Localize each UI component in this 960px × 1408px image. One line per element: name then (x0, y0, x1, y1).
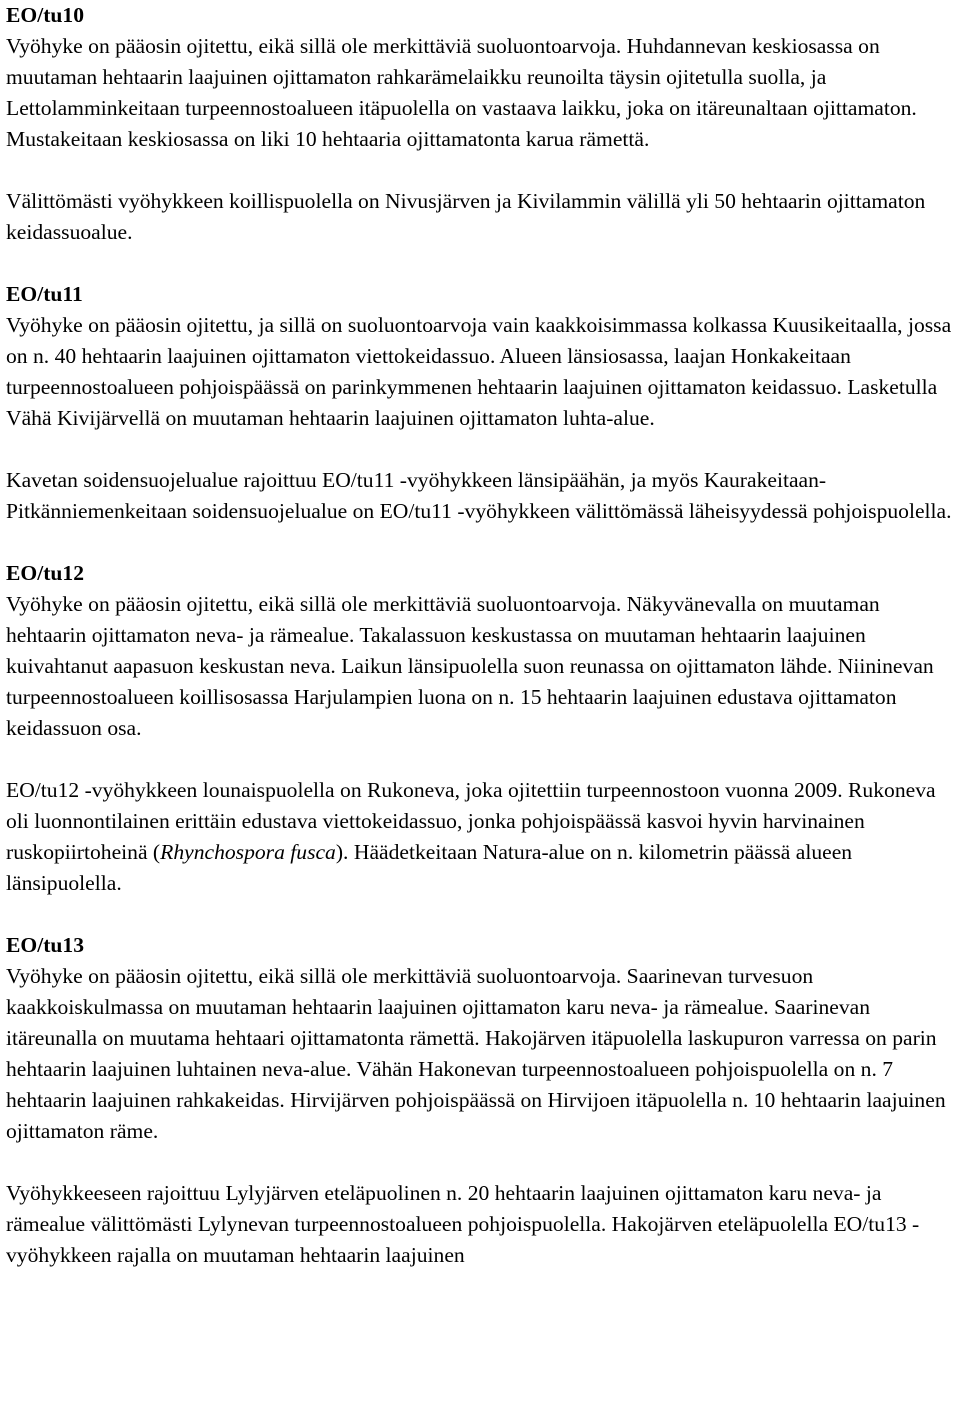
paragraph: Vyöhyke on pääosin ojitettu, eikä sillä ole merkittäviä suoluontoarvoja. Saarinevan turvesuon kaakkoiskulmassa on muutaman hehtaarin laajuinen ojittamaton karu neva- ja rämealue. Saarinevan itäreunalla on muutama hehtaari ojittamatonta rämettä. Hakojärven itäpuolella laskupuron varressa on parin hehtaarin laajuinen luhtainen neva-alue. Vähän Hakonevan turpeennostoalueen pohjoispuolella on n. 7 hehtaarin laajuinen rahkakeidas. Hirvijärven pohjoispäässä on Hirvijoen itäpuolella n. 10 hehtaarin laajuinen ojittamaton räme. (6, 964, 946, 1143)
section-heading: EO/tu12 (6, 561, 84, 585)
section-heading: EO/tu11 (6, 282, 83, 306)
section-eo-tu12 (6, 558, 954, 899)
paragraph-with-species (6, 775, 954, 899)
paragraph: Vyöhyke on pääosin ojitettu, ja sillä on suoluontoarvoja vain kaakkoisimmassa kolkassa Kuusikeitaalla, jossa on n. 40 hehtaarin laajuinen ojittamaton viettokeidassuo. Alueen länsiosassa, laajan Honkakeitaan turpeennostoalueen pohjoispäässä on parinkymmenen hehtaarin laajuinen ojittamaton keidassuo. Lasketulla Vähä Kivijärvellä on muutaman hehtaarin laajuinen ojittamaton luhta-alue. (6, 313, 952, 430)
section-eo-tu10 (6, 0, 954, 248)
paragraph-text-after: ). Häädetkeitaan Natura-alue on n. kilometrin päässä alueen länsipuolella. (6, 840, 853, 895)
section-eo-tu11 (6, 279, 954, 527)
paragraph: Välittömästi vyöhykkeen koillispuolella on Nivusjärven ja Kivilammin välillä yli 50 hehtaarin ojittamaton keidassuoalue. (6, 189, 926, 244)
section-eo-tu13 (6, 930, 954, 1271)
paragraph: Vyöhyke on pääosin ojitettu, eikä sillä ole merkittäviä suoluontoarvoja. Huhdannevan keskiosassa on muutaman hehtaarin laajuinen ojittamaton rahkarämelaikku reunoilta täysin ojitetulla suolla, ja Lettolamminkeitaan turpeennostoalueen itäpuolella on vastaava laikku, joka on itäreunaltaan ojittamaton. Mustakeitaan keskiosassa on liki 10 hehtaaria ojittamatonta karua rämettä. (6, 34, 917, 151)
paragraph-text-before: EO/tu12 -vyöhykkeen lounaispuolella on Rukoneva, joka ojitettiin turpeennostoon vuonna 2009. Rukoneva oli luonnontilainen erittäin edustava viettokeidassuo, jonka pohjoispäässä kasvoi hyvin harvinainen ruskopiirtoheinä ( (6, 778, 936, 864)
paragraph: Vyöhykkeeseen rajoittuu Lylyjärven eteläpuolinen n. 20 hehtaarin laajuinen ojittamaton karu neva- ja rämealue välittömästi Lylynevan turpeennostoalueen pohjoispuolella. Hakojärven eteläpuolella EO/tu13 -vyöhykkeen rajalla on muutaman hehtaarin laajuinen (6, 1181, 920, 1267)
section-heading: EO/tu10 (6, 3, 84, 27)
paragraph: Kavetan soidensuojelualue rajoittuu EO/tu11 -vyöhykkeen länsipäähän, ja myös Kaurakeitaan-Pitkänniemenkeitaan soidensuojelualue on EO/tu11 -vyöhykkeen välittömässä läheisyydessä pohjoispuolella. (6, 468, 952, 523)
paragraph: Vyöhyke on pääosin ojitettu, eikä sillä ole merkittäviä suoluontoarvoja. Näkyvänevalla on muutaman hehtaarin ojittamaton neva- ja rämealue. Takalassuon keskustassa on muutaman hehtaarin laajuinen kuivahtanut aapasuon keskustan neva. Laikun länsipuolella suon reunassa on ojittamaton lähde. Niininevan turpeennostoalueen koillisosassa Harjulampien luona on n. 15 hehtaarin laajuinen edustava ojittamaton keidassuon osa. (6, 592, 934, 740)
section-heading: EO/tu13 (6, 933, 84, 957)
species-name: Rhynchospora fusca (160, 840, 336, 864)
